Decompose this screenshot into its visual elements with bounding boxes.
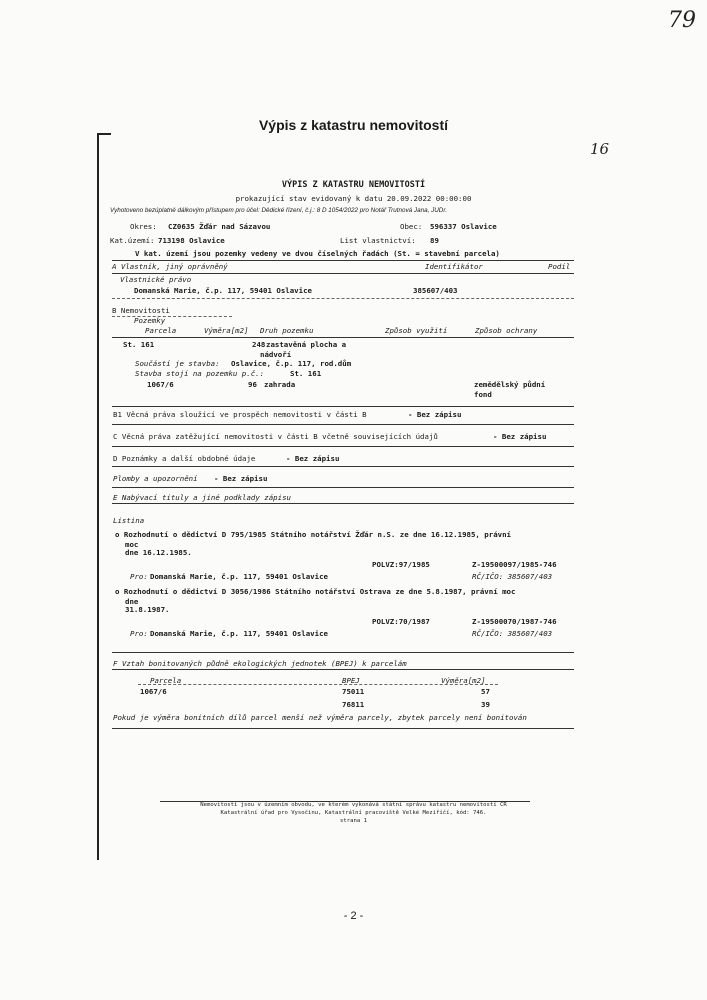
title-2-line-3: 31.8.1987. xyxy=(125,605,170,614)
parcel-2-protection: zemědělský půdní xyxy=(474,380,546,389)
title-2-line-1: o Rozhodnutí o dědictví D 3056/1986 Státního notářství Ostrava ze dne 5.8.1987, právní moc xyxy=(115,587,516,596)
section-c-label: C Věcná práva zatěžující nemovitosti v části B včetně souvisejících údajů xyxy=(113,432,438,441)
title-2-line-2: dne xyxy=(125,597,139,606)
handwritten-page-number: 79 xyxy=(668,8,696,33)
title-2-rc: RČ/IČO: 385607/403 xyxy=(472,629,553,638)
bpej-col-parcela: Parcela xyxy=(150,676,182,685)
title-2-pro-label: Pro: xyxy=(130,629,148,638)
document-title: Výpis z katastru nemovitostí xyxy=(258,117,449,133)
section-b-heading: B Nemovitosti xyxy=(112,306,170,315)
status-line: prokazující stav evidovaný k datu 20.09.2022 00:00:00 xyxy=(235,194,472,203)
okres-value: CZ0635 Žďár nad Sázavou xyxy=(168,222,271,231)
left-border-line xyxy=(97,133,99,860)
footer-page: strana 1 xyxy=(340,818,367,824)
okres-label: Okres: xyxy=(130,222,157,231)
section-d-value: - Bez zápisu xyxy=(286,454,340,463)
title-1-line-1: o Rozhodnutí o dědictví D 795/1985 Státního notářství Žďár n.S. ze dne 16.12.1985, právní xyxy=(115,530,512,539)
title-1-z: Z-19500097/1985-746 xyxy=(472,560,557,569)
parcel-1-area: 248 xyxy=(252,340,266,349)
building-part-label: Součástí je stavba: xyxy=(135,359,220,368)
title-2-z: Z-19500070/1987-746 xyxy=(472,617,557,626)
building-part-value: Oslavice, č.p. 117, rod.dům xyxy=(231,359,352,368)
bpej-col-bpej: BPEJ xyxy=(342,676,360,685)
parcel-1-type-2: nádvoří xyxy=(260,350,292,359)
col-ochrana: Způsob ochrany xyxy=(475,326,538,335)
building-stands-label: Stavba stojí na pozemku p.č.: xyxy=(135,369,265,378)
bpej-area-1: 57 xyxy=(481,687,490,696)
ku-label: Kat.území: xyxy=(110,236,155,245)
building-stands-value: St. 161 xyxy=(290,369,322,378)
generated-note: Vyhotoveno bezúplatně dálkovým přístupem pro účel: Dědické řízení, č.j.: 8 D 1054/2022 pro Notář Trutnová Jana, JUDr. xyxy=(110,207,447,214)
parcel-1-number: St. 161 xyxy=(123,340,155,349)
bpej-area-2: 39 xyxy=(481,700,490,709)
title-2-polvz: POLVZ:70/1987 xyxy=(372,617,430,626)
page-number: - 2 - xyxy=(343,910,364,922)
parcel-series-note: V kat. území jsou pozemky vedeny ve dvou číselných řadách (St. = stavební parcela) xyxy=(135,249,500,258)
section-d-label: D Poznámky a další obdobné údaje xyxy=(113,454,256,463)
owner-name: Domanská Marie, č.p. 117, 59401 Oslavice xyxy=(134,286,312,295)
footer-line-1: Nemovitosti jsou v územním obvodu, ve kterém vykonává státní správu katastru nemovitostí ČR xyxy=(200,802,507,808)
obec-value: 596337 Oslavice xyxy=(430,222,497,231)
title-1-pro: Domanská Marie, č.p. 117, 59401 Oslavice xyxy=(150,572,328,581)
col-vymera: Výměra[m2] xyxy=(204,326,249,335)
listina-label: Listina xyxy=(113,516,145,525)
footer-line-2: Katastrální úřad pro Vysočinu, Katastrální pracoviště Velké Meziříčí, kód: 746. xyxy=(220,810,487,816)
parcel-2-type: zahrada xyxy=(264,380,296,389)
ownership-type: Vlastnické právo xyxy=(120,275,192,284)
section-c-value: - Bez zápisu xyxy=(493,432,547,441)
section-f-heading: F Vztah bonitovaných půdně ekologických jednotek (BPEJ) k parcelám xyxy=(113,659,407,668)
title-1-line-2: moc xyxy=(125,540,139,549)
col-podil: Podíl xyxy=(548,262,571,271)
parcel-2-number: 1067/6 xyxy=(147,380,174,389)
handwritten-side-number: 16 xyxy=(590,140,610,158)
obec-label: Obec: xyxy=(400,222,423,231)
lv-value: 89 xyxy=(430,236,439,245)
title-2-pro: Domanská Marie, č.p. 117, 59401 Oslavice xyxy=(150,629,328,638)
bpej-col-vymera: Výměra[m2] xyxy=(441,676,486,685)
owner-id: 385607/403 xyxy=(413,286,458,295)
parcel-1-type: zastavěná plocha a xyxy=(266,340,347,349)
col-identifikator: Identifikátor xyxy=(425,262,483,271)
section-b1-label: B1 Věcná práva sloužící ve prospěch nemovitosti v části B xyxy=(113,410,367,419)
col-parcela: Parcela xyxy=(145,326,177,335)
plomby-value: - Bez zápisu xyxy=(214,474,268,483)
lv-label: List vlastnictví: xyxy=(340,236,416,245)
left-border-top xyxy=(97,133,111,135)
bpej-parcel: 1067/6 xyxy=(140,687,167,696)
title-1-pro-label: Pro: xyxy=(130,572,148,581)
bpej-code-2: 76811 xyxy=(342,700,365,709)
ku-value: 713198 Oslavice xyxy=(158,236,225,245)
bpej-code-1: 75011 xyxy=(342,687,365,696)
parcel-2-protection-2: fond xyxy=(474,390,492,399)
extract-title: VÝPIS Z KATASTRU NEMOVITOSTÍ xyxy=(281,180,426,190)
section-b1-value: - Bez zápisu xyxy=(408,410,462,419)
pozemky-label: Pozemky xyxy=(134,316,166,325)
plomby-label: Plomby a upozornění xyxy=(113,474,198,483)
section-e-heading: E Nabývací tituly a jiné podklady zápisu xyxy=(113,493,291,502)
parcel-2-area: 96 xyxy=(248,380,257,389)
bpej-note: Pokud je výměra bonitních dílů parcel menší než výměra parcely, zbytek parcely není bonitován xyxy=(113,713,527,722)
section-a-heading: A Vlastník, jiný oprávněný xyxy=(112,262,228,271)
title-1-line-3: dne 16.12.1985. xyxy=(125,548,192,557)
title-1-polvz: POLVZ:97/1985 xyxy=(372,560,430,569)
col-vyuziti: Způsob využití xyxy=(385,326,448,335)
col-druh: Druh pozemku xyxy=(260,326,314,335)
title-1-rc: RČ/IČO: 385607/403 xyxy=(472,572,553,581)
